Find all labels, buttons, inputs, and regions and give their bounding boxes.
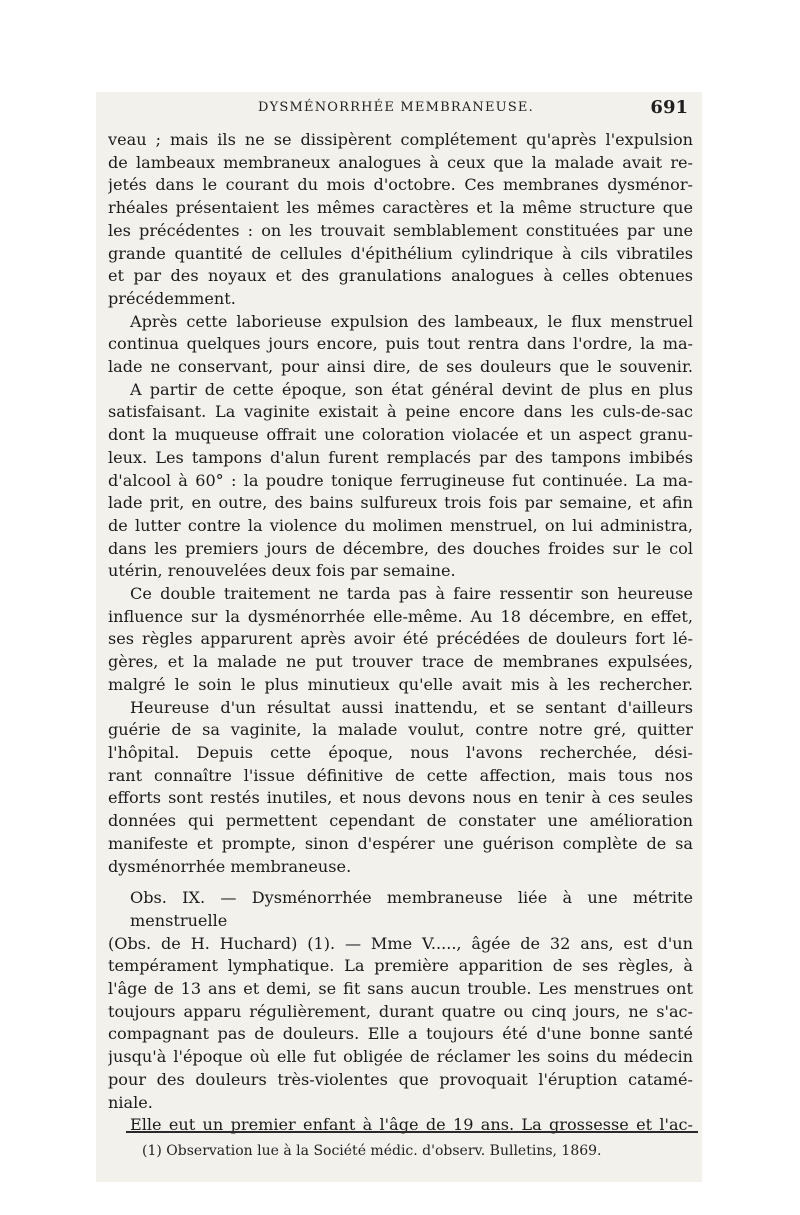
body-text <box>108 129 693 1137</box>
text-line: jetés dans le courant du mois d'octobre. Ces membranes dysménor- <box>108 175 693 195</box>
footnote-divider <box>126 1131 698 1133</box>
text-line: les précédentes : on les trouvait semblablement constituées par une <box>108 220 693 240</box>
text-line: Après cette laborieuse expulsion des lambeaux, le flux menstruel <box>130 311 693 331</box>
text-line: leux. Les tampons d'alun furent remplacés par des tampons imbibés <box>108 447 693 467</box>
text-line: veau ; mais ils ne se dissipèrent complétement qu'après l'expulsion <box>108 130 693 149</box>
running-title: DYSMÉNORRHÉE MEMBRANEUSE. <box>258 100 534 115</box>
text-line: gères, et la malade ne put trouver trace de membranes expulsées, <box>108 652 693 672</box>
text-line: d'alcool à 60° : la poudre tonique ferrugineuse fut continuée. La ma- <box>108 470 693 490</box>
text-line: influence sur la dysménorrhée elle-même. Au 18 décembre, en effet, <box>108 606 693 626</box>
text-line: l'âge de 13 ans et demi, se fit sans aucun trouble. Les menstrues ont <box>108 979 693 999</box>
text-line: grande quantité de cellules d'épithélium cylindrique à cils vibratiles <box>108 243 693 263</box>
text-line: efforts sont restés inutiles, et nous devons nous en tenir à ces seules <box>108 788 693 808</box>
text-line: niale. <box>108 1092 153 1112</box>
text-line: utérin, renouvelées deux fois par semaine. <box>108 561 456 581</box>
text-line: jusqu'à l'époque où elle fut obligée de réclamer les soins du médecin <box>108 1047 693 1067</box>
text-line: A partir de cette époque, son état général devint de plus en plus <box>130 379 693 399</box>
text-line: guérie de sa vaginite, la malade voulut, contre notre gré, quitter <box>108 720 693 740</box>
text-line: Heureuse d'un résultat aussi inattendu, et se sentant d'ailleurs <box>130 697 693 717</box>
text-line: de lambeaux membraneux analogues à ceux que la malade avait re- <box>108 152 693 172</box>
text-line: rant connaître l'issue définitive de cette affection, mais tous nos <box>108 765 693 785</box>
text-line: lade prit, en outre, des bains sulfureux trois fois par semaine, et afin <box>108 493 693 513</box>
text-line: manifeste et prompte, sinon d'espérer une guérison complète de sa <box>108 833 693 853</box>
text-line: rhéales présentaient les mêmes caractères et la même structure que <box>108 198 693 218</box>
text-line: données qui permettent cependant de constater une amélioration <box>108 811 693 831</box>
text-line: pour des douleurs très-violentes que provoquait l'éruption catamé- <box>108 1069 693 1089</box>
text-line: tempérament lymphatique. La première apparition de ses règles, à <box>108 956 693 976</box>
text-line: (Obs. de H. Huchard) (1). — Mme V....., âgée de 32 ans, est d'un <box>108 933 693 953</box>
text-line: toujours apparu régulièrement, durant quatre ou cinq jours, ne s'ac- <box>108 1001 693 1021</box>
text-line: lade ne conservant, pour ainsi dire, de ses douleurs que le souvenir. <box>108 357 693 377</box>
text-line: dysménorrhée membraneuse. <box>108 856 352 876</box>
text-line: Elle eut un premier enfant à l'âge de 19 ans. La grossesse et l'ac- <box>130 1115 693 1135</box>
text-line: ses règles apparurent après avoir été précédées de douleurs fort lé- <box>108 629 693 649</box>
text-line: Ce double traitement ne tarda pas à faire ressentir son heureuse <box>130 584 693 604</box>
text-line: et par des noyaux et des granulations analogues à celles obtenues <box>108 266 693 286</box>
text-line: continua quelques jours encore, puis tout rentra dans l'ordre, la ma- <box>108 334 693 354</box>
text-line: précédemment. <box>108 288 236 308</box>
text-line: dans les premiers jours de décembre, des douches froides sur le col <box>108 538 693 558</box>
text-line: l'hôpital. Depuis cette époque, nous l'avons recherchée, dési- <box>108 742 693 762</box>
page-number: 691 <box>650 97 688 118</box>
page-header <box>108 97 688 124</box>
observation-heading: Obs. IX. — Dysménorrhée membraneuse liée à une métrite menstruelle <box>130 888 693 930</box>
text-line: malgré le soin le plus minutieux qu'elle avait mis à les rechercher. <box>108 674 693 694</box>
text-line: dont la muqueuse offrait une coloration violacée et un aspect granu- <box>108 425 693 445</box>
text-line: satisfaisant. La vaginite existait à peine encore dans les culs-de-sac <box>108 402 693 422</box>
text-line: de lutter contre la violence du molimen menstruel, on lui administra, <box>108 515 693 535</box>
footnote: (1) Observation lue à la Société médic. d'observ. Bulletins, 1869. <box>142 1143 602 1159</box>
text-line: compagnant pas de douleurs. Elle a toujours été d'une bonne santé <box>108 1024 693 1044</box>
